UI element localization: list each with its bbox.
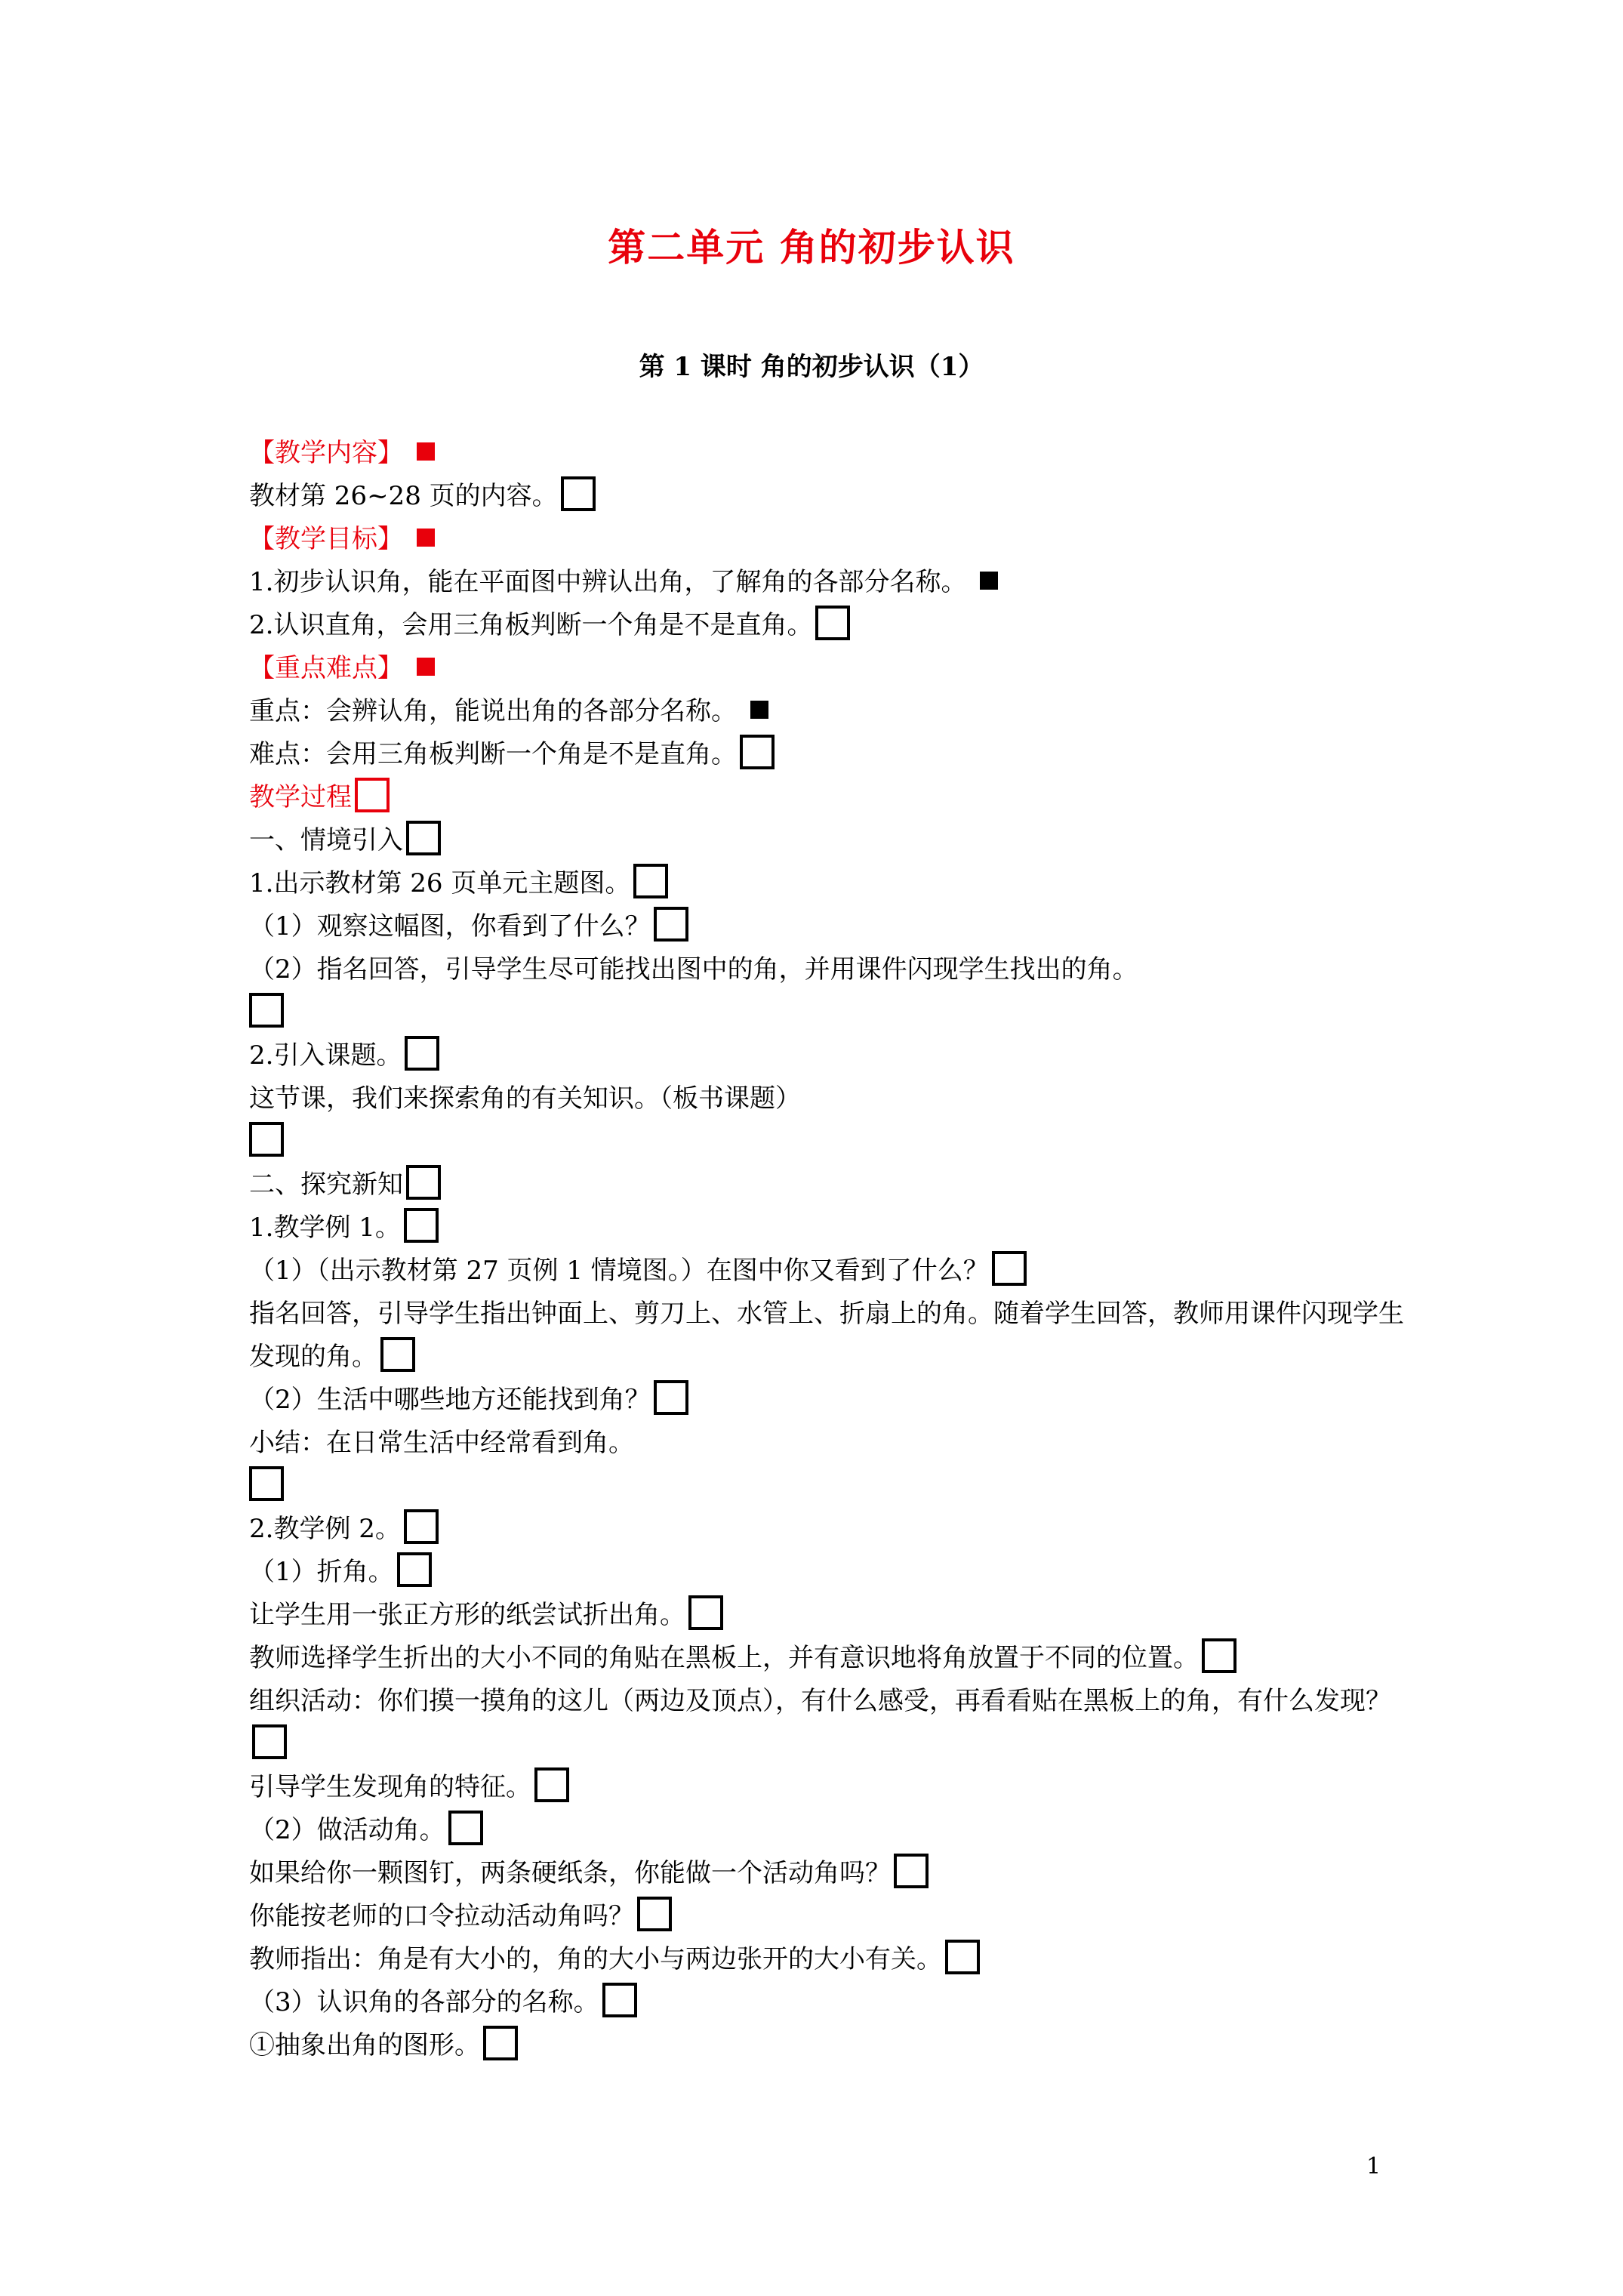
paragraph: 教师选择学生折出的大小不同的角贴在黑板上，并有意识地将角放置于不同的位置。 <box>249 1637 1404 1680</box>
empty-checkbox-icon <box>534 1767 569 1802</box>
red-square-mark <box>417 658 435 676</box>
paragraph: （1）观察这幅图，你看到了什么？ <box>249 905 1404 948</box>
paragraph: 组织活动：你们摸一摸角的这儿（两边及顶点），有什么感受，再看看贴在黑板上的角，有什么发现？ <box>249 1680 1404 1766</box>
paragraph: 2.教学例 2。 <box>249 1508 1404 1551</box>
paragraph: （1）（出示教材第 27 页例 1 情境图。）在图中你又看到了什么？ <box>249 1250 1404 1293</box>
paragraph: （2）生活中哪些地方还能找到角？ <box>249 1379 1404 1422</box>
empty-checkbox-icon <box>483 2026 518 2060</box>
black-square-mark <box>750 701 768 719</box>
paragraph: 难点：会用三角板判断一个角是不是直角。 <box>249 733 1404 776</box>
lesson-subtitle: 第 1 课时 角的初步认识（1） <box>639 352 984 382</box>
empty-checkbox-icon <box>688 1595 723 1630</box>
empty-checkbox-icon <box>404 1509 439 1544</box>
paragraph: ①抽象出角的图形。 <box>249 2024 1404 2067</box>
paragraph: （2）指名回答，引导学生尽可能找出图中的角，并用课件闪现学生找出的角。 <box>249 954 1138 985</box>
paragraph: 小结：在日常生活中经常看到角。 <box>249 1428 634 1458</box>
red-checkbox-icon <box>355 778 390 812</box>
paragraph: 如果给你一颗图钉，两条硬纸条，你能做一个活动角吗？ <box>249 1852 1404 1895</box>
empty-checkbox-icon <box>397 1552 432 1587</box>
paragraph: 1.教学例 1。 <box>249 1207 1404 1250</box>
empty-checkbox-icon <box>602 1983 637 2017</box>
red-square-mark <box>417 529 435 547</box>
unit-title: 第二单元 角的初步认识 <box>608 225 1015 270</box>
paragraph: （3）认识角的各部分的名称。 <box>249 1981 1404 2024</box>
paragraph: 让学生用一张正方形的纸尝试折出角。 <box>249 1594 1404 1637</box>
empty-checkbox-icon <box>561 476 596 511</box>
empty-checkbox-icon <box>633 864 668 898</box>
empty-checkbox-icon <box>1202 1638 1236 1673</box>
empty-checkbox-icon <box>252 1724 287 1759</box>
paragraph: 教材第 26~28 页的内容。 <box>249 475 1404 518</box>
paragraph: （2）做活动角。 <box>249 1809 1404 1852</box>
paragraph: 2.认识直角，会用三角板判断一个角是不是直角。 <box>249 604 1404 647</box>
paragraph: 你能按老师的口令拉动活动角吗？ <box>249 1895 1404 1938</box>
empty-checkbox-icon <box>404 1208 439 1243</box>
page-number: 1 <box>1366 2153 1381 2180</box>
empty-checkbox-icon <box>249 993 284 1028</box>
paragraph: 指名回答，引导学生指出钟面上、剪刀上、水管上、折扇上的角。随着学生回答，教师用课件闪现学生发现的角。 <box>249 1299 1404 1372</box>
paragraph: 引导学生发现角的特征。 <box>249 1766 1404 1809</box>
empty-checkbox-icon <box>637 1897 672 1931</box>
paragraph: 教师指出：角是有大小的，角的大小与两边张开的大小有关。 <box>249 1938 1404 1981</box>
paragraph <box>249 1465 1404 1508</box>
empty-checkbox-icon <box>740 735 775 769</box>
paragraph: 2.引入课题。 <box>249 1034 1404 1077</box>
section-heading-key-points: 【重点难点】 <box>249 647 1404 690</box>
empty-checkbox-icon <box>380 1337 415 1372</box>
section-heading-goals: 【教学目标】 <box>249 518 1404 561</box>
empty-checkbox-icon <box>448 1811 483 1845</box>
lesson-body <box>249 432 1404 2067</box>
paragraph: 1.初步认识角，能在平面图中辨认出角，了解角的各部分名称。 <box>249 561 1404 604</box>
paragraph <box>249 1120 1404 1163</box>
red-square-mark <box>417 442 435 461</box>
paragraph: （1）折角。 <box>249 1551 1404 1594</box>
black-square-mark <box>980 572 998 590</box>
empty-checkbox-icon <box>945 1940 980 1974</box>
paragraph <box>249 991 1404 1034</box>
paragraph: 二、探究新知 <box>249 1163 1404 1207</box>
empty-checkbox-icon <box>815 606 850 640</box>
empty-checkbox-icon <box>654 907 688 942</box>
empty-checkbox-icon <box>894 1854 929 1888</box>
section-heading-process: 教学过程 <box>249 776 1404 819</box>
empty-checkbox-icon <box>406 821 441 855</box>
empty-checkbox-icon <box>249 1122 284 1157</box>
empty-checkbox-icon <box>654 1380 688 1415</box>
empty-checkbox-icon <box>249 1466 284 1501</box>
section-heading-content: 【教学内容】 <box>249 432 1404 475</box>
paragraph: 一、情境引入 <box>249 819 1404 862</box>
empty-checkbox-icon <box>406 1165 441 1200</box>
empty-checkbox-icon <box>992 1251 1027 1286</box>
empty-checkbox-icon <box>405 1036 439 1071</box>
paragraph: 重点：会辨认角，能说出角的各部分名称。 <box>249 690 1404 733</box>
paragraph: 这节课，我们来探索角的有关知识。（板书课题） <box>249 1083 801 1114</box>
paragraph: 1.出示教材第 26 页单元主题图。 <box>249 862 1404 905</box>
